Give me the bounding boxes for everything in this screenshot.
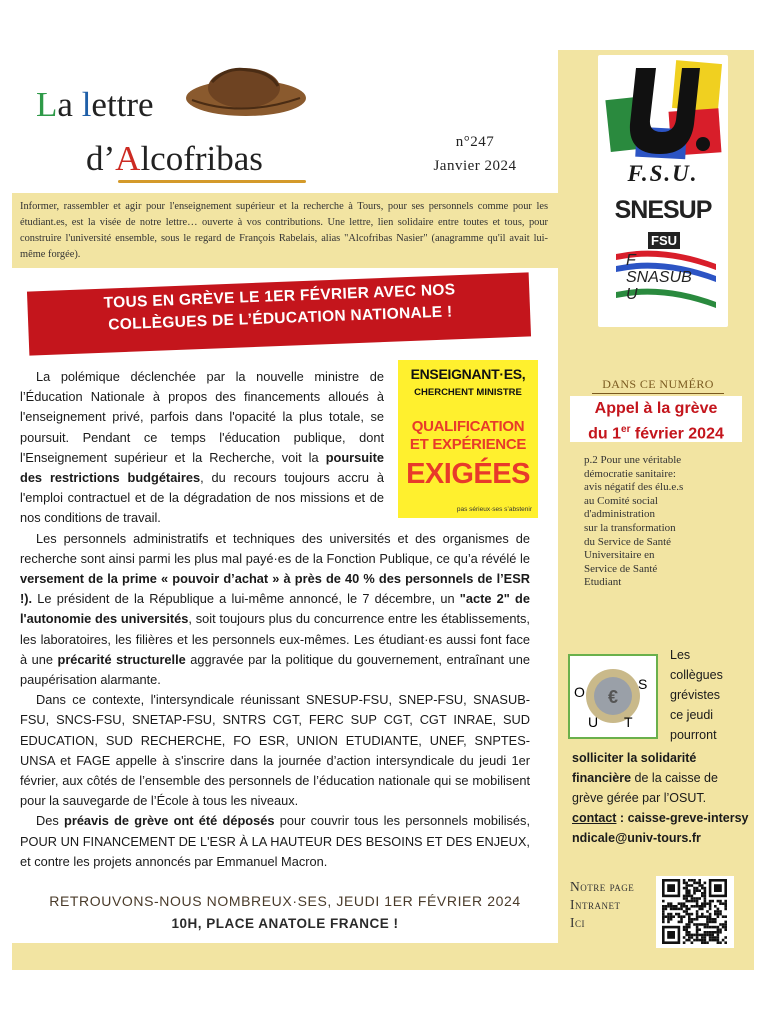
intranet-link[interactable]: Notre page Intranet Ici — [570, 879, 635, 930]
issue-date: Janvier 2024 — [433, 158, 517, 174]
issue-info — [410, 130, 540, 178]
contact-label: contact — [572, 811, 617, 825]
poster-line: CHERCHENT MINISTRE — [414, 387, 522, 398]
toc-line: Etudiant — [584, 576, 622, 589]
masthead-underline — [118, 180, 306, 183]
article-paragraph: La polémique déclenchée par la nouvelle ministre de l’Éducation Nationale à propos des financements alloués à l'enseignement privé, parfois dans l'opacité la plus totale, se poursuit. Pendant ce temps l'éducation publique, dont l'Enseignement supérieur et la Recherche, voit la poursuite des restrictions budgétaires, du recours toujours accru à l'emploi contractuel et de la dégradation de nos missions et de nos conditions de travail. — [20, 369, 384, 526]
poster-line: ENSEIGNANT·ES, — [410, 366, 526, 382]
osut-logo: € O S U T — [568, 654, 658, 739]
toc-line: sur la transformation — [584, 521, 676, 534]
issue-number: n°247 — [455, 134, 495, 150]
fsu-logo-icon — [600, 58, 726, 164]
strike-banner-text: TOUS EN GRÈVE LE 1ER FÉVRIER AVEC NOS COLLÈGUES DE L’ÉDUCATION NATIONALE ! — [103, 281, 456, 334]
poster-footnote: pas sérieux·ses s’abstenir — [456, 506, 532, 513]
article-paragraph: Dans ce contexte, l'intersyndicale réunissant SNESUP-FSU, SNEP-FSU, SNASUB-FSU, SNCS-FSU, SNETAP-FSU, SNTRS CGT, FERC SUP CGT, CGT INRAE, SUD EDUCATION, SUD RECHERCHE, FO ESR, UNION ETUDIANTE, UNEF, SNPTES-UNSA et FAGE appelle à s'inscrire dans la journée d’action intersyndicale du jeudi 1er février, aux côtés de l’ensemble des personnels de l’éducation nationale qui se mobilisent pour la sauvegarde de l’École à tous les niveaux. — [20, 692, 530, 809]
svg-text:€: € — [607, 687, 619, 707]
toc-line: du Service de Santé — [584, 535, 672, 548]
toc-line: au Comité social — [584, 494, 658, 507]
article-paragraph: Des préavis de grève ont été déposés pour couvrir tous les personnels mobilisés, POUR UN FINANCEMENT DE L'ESR À LA HAUTEUR DES BESOINS ET DES ENJEUX, et contre les projets annoncés par Emmanuel Macron. — [20, 813, 531, 869]
rally-line-2: 10H, PLACE ANATOLE FRANCE ! — [171, 916, 399, 931]
featured-title[interactable]: Appel à la grève du 1er février 2024 — [588, 400, 724, 443]
osut-text-short: Les collègues grévistes ce jeudi pourront — [670, 648, 723, 742]
fsu-label: F.S.U. — [627, 161, 699, 186]
intro-text: Informer, rassembler et agir pour l'enseignement supérieur et la recherche à Tours, pour ses personnels comme pour les étudiant.es, est la visée de notre lettre… ouverte à vos contributions. Une lettre, lien solidaire entre toutes et tous, pour construire l'université ensemble, sous le regard de François Rabelais, alias "Alcofribas Nasier" (anagramme qu'il avait lui-même forgée). — [20, 201, 548, 260]
sidebar-heading: DANS CE NUMÉRO — [602, 377, 714, 391]
toc-line: p.2 Pour une véritable — [584, 454, 682, 466]
toc-line: démocratie sanitaire: — [584, 467, 676, 480]
sidebar-heading-rule — [592, 393, 724, 394]
masthead-title: La lettre d’Alcofribas — [36, 85, 263, 178]
toc-line: avis négatif des élu.e.s — [584, 481, 684, 494]
contact-email-link[interactable]: caisse-greve-intersyndicale@univ-tours.fr — [572, 811, 749, 845]
toc-line: d'administration — [584, 508, 656, 521]
snesup-logo: SNESUPFSU — [614, 196, 712, 248]
poster-headline: EXIGÉES — [406, 458, 530, 490]
osut-text: solliciter la solidarité financière de la caisse de grève gérée par l’OSUT. contact : caisse-greve-intersyndicale@univ-tours.fr — [572, 751, 749, 845]
poster-line: QUALIFICATION ET EXPÉRIENCE — [409, 418, 527, 453]
toc-line: Service de Santé — [584, 562, 658, 575]
toc-line: Universitaire en — [584, 549, 655, 562]
rally-line-1: RETROUVONS-NOUS NOMBREUX·SES, JEUDI 1ER FÉVRIER 2024 — [49, 893, 521, 909]
qr-code-icon[interactable] — [656, 876, 734, 948]
snasub-label: F SNASUB U — [626, 252, 692, 303]
rabelais-hat-icon — [182, 58, 310, 120]
article-paragraph: Les personnels administratifs et techniques des universités et des organismes de recherche sont ainsi parmi les plus mal payé·es de la Fonction Publique, ce qu’a révélé le versement de la prime « pouvoir d’achat » à près de 40 % des personnels de l’ESR !). Le président de la République a lui-même annoncé, le 7 décembre, un "acte 2" de l'autonomie des universités, soit toujours plus du concurrence entre les établissements, les laboratoires, les filières et les personnels eux-mêmes. Les étudiant·es aussi font face à une précarité structurelle aggravée par la politique du gouvernement, entraînant une paupérisation alarmante. — [20, 530, 530, 688]
table-of-contents[interactable] — [584, 454, 744, 590]
